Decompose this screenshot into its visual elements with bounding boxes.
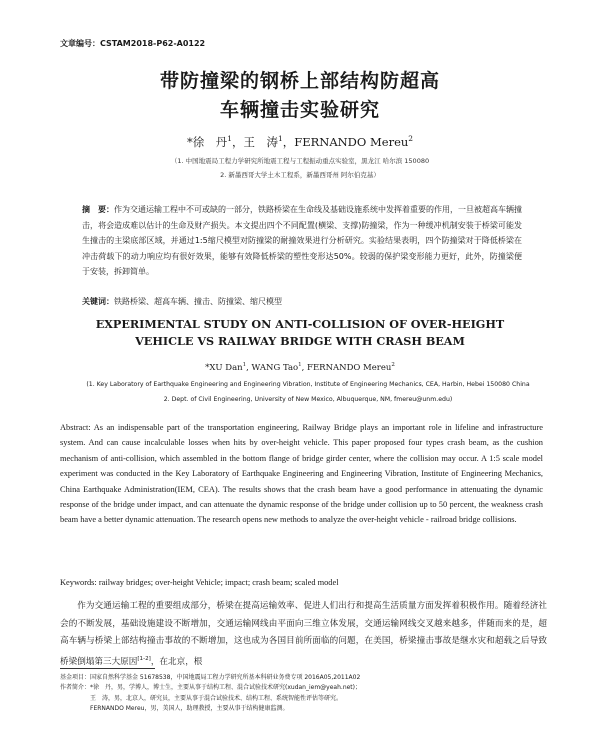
chinese-title-line-1: 带防撞梁的钢桥上部结构防超高 (159, 70, 440, 92)
introduction-tail: ，在北京，根 (150, 656, 203, 667)
introduction-text: 作为交通运输工程的重要组成部分，桥梁在提高运输效率、促进人们出行和提高生活质量方面发挥着积极作用。随着经济社会的不断发展，基础设施建设不断增加，交通运输网线由平面向三维立体发展，交通运输网线交叉越来越多，伴随而来的是，超高车辆与桥梁上部结构撞击事故的不断增加，这也成为各国目前所面临的问题，在美国，桥梁撞击事故是继水灾和超载之后导致桥梁倒塌第三大原因 (60, 601, 547, 667)
footnote-author-1: 作者简介：*徐 丹，男，学博人，博士生，主要从事于结构工程、混合试验技术研究(xudan_iem@yeah.net)； (60, 684, 362, 692)
chinese-abstract-text: 作为交通运输工程中不可或缺的一部分，铁路桥梁在生命线及基础设施系统中发挥着重要的作用，一旦被超高车辆撞击，将会造成难以估计的生命及财产损失。本文提出四个不同配置(横梁、支撑)防撞梁，作为一种缓冲机制安装于桥梁可能发生撞击的主梁底部区域，并通过1:5缩尺模型对防撞梁的耐撞效果进行分析研究。实验结果表明，四个防撞梁对于降低桥梁在冲击荷载下的动力响应均有很好效果，能够有效降低桥梁的塑性变形达50%。较弱的保护梁变形能力更好，此外，防撞梁便于安装，拆卸简单。 (82, 205, 522, 276)
chinese-title-line-2: 车辆撞击实验研究 (219, 99, 380, 121)
author-1-affil-mark: 1 (227, 134, 232, 144)
author-3-affil-mark: 2 (408, 134, 414, 144)
footnote-divider (60, 668, 155, 669)
english-keywords (60, 578, 543, 587)
author-1: *徐 丹 (186, 135, 228, 149)
english-abstract-label: Abstract: (60, 423, 91, 432)
english-affiliation-2: 2. Dept. of Civil Engineering, University of New Mexico, Albuquerque, NM, fmereu@unm.edu) (163, 396, 453, 403)
en-author-2: , WANG Tao (246, 362, 299, 373)
citation-ref: [1-2] (137, 655, 151, 662)
footnote-funding: 基金项目：国家自然科学基金 51678538，中国地震局工程力学研究所基本科研业务费专项 2016A05,2011A02 (60, 674, 361, 681)
en-author-1-affil-mark: 1 (242, 362, 247, 368)
chinese-abstract (82, 202, 522, 280)
author-3: ，FERNANDO Mereu (282, 135, 409, 149)
author-2: ，王 涛 (231, 135, 278, 149)
english-keywords-label: Keywords: (60, 578, 97, 587)
english-authors (0, 362, 600, 373)
chinese-affiliation-2: 2. 新墨西哥大学土木工程系，新墨西哥州 阿尔伯克基） (220, 171, 380, 179)
chinese-abstract-label: 摘 要： (82, 205, 114, 214)
introduction-paragraph (60, 598, 547, 671)
english-title-line-1: EXPERIMENTAL STUDY ON ANTI-COLLISION OF OVER-HEIGHT (95, 317, 505, 331)
english-abstract-text: As an indispensable part of the transportation engineering, Railway Bridge plays an important role in lifeline and infrastructure system. And can cause incalculable losses when hits by over-height vehicle. This paper proposed four types crash beam, as the cushion mechanism of anti-collision, which assembled in the bottom flange of bridge girder center, where the collision may occur. A 1:5 scale model experiment was conducted in the Key Laboratory of Earthquake Engineering and Engineering Vibration, Institute of Engineering Mechanics, China Earthquake Administration(IEM, CEA). The results shows that the crash beam have a good performance in attenuating the dynamic response of the bridge under impact, and can attenuate the dynamic response of the bridge under collision up to 50 percent, the weakness crash beam have a better dynamic attenuation. The research opens new methods to analyze the over-height vehicle - railroad bridge collisions. (60, 423, 543, 525)
footnotes (60, 673, 550, 715)
english-abstract (60, 420, 543, 528)
english-affiliation-1: (1. Key Laboratory of Earthquake Engineering and Engineering Vibration, Institute of Engineering Mechanics, CEA, Harbin, Hebei 150080 China (86, 381, 530, 388)
chinese-keywords-text: 铁路桥梁、超高车辆、撞击、防撞梁、缩尺模型 (114, 297, 282, 306)
en-author-2-affil-mark: 1 (298, 362, 302, 368)
en-author-3: , FERNANDO Mereu (301, 362, 392, 373)
chinese-authors (0, 134, 600, 150)
english-keywords-text: railway bridges; over-height Vehicle; impact; crash beam; scaled model (96, 578, 339, 587)
author-2-affil-mark: 1 (277, 134, 283, 144)
chinese-keywords (82, 296, 522, 307)
document-number: 文章编号：CSTAM2018-P62-A0122 (60, 39, 206, 48)
footnote-author-3: FERNANDO Mereu，男，美国人，助理教授，主要从事于结构健康监测。 (60, 705, 289, 713)
chinese-affiliation-1: （1. 中国地震局工程力学研究所地震工程与工程振动重点实验室，黑龙江 哈尔滨 150080 (170, 157, 430, 165)
en-author-3-affil-mark: 2 (391, 362, 395, 368)
en-author-1: *XU Dan (205, 362, 243, 373)
chinese-keywords-label: 关键词： (82, 297, 114, 306)
english-title-line-2: VEHICLE VS RAILWAY BRIDGE WITH CRASH BEAM (135, 334, 465, 348)
english-title (40, 316, 560, 350)
footnote-author-2: 王 涛，男，北京人，研究员，主要从事于混合试验技术、结构工程、系统智能性评估等研究。 (60, 694, 343, 702)
